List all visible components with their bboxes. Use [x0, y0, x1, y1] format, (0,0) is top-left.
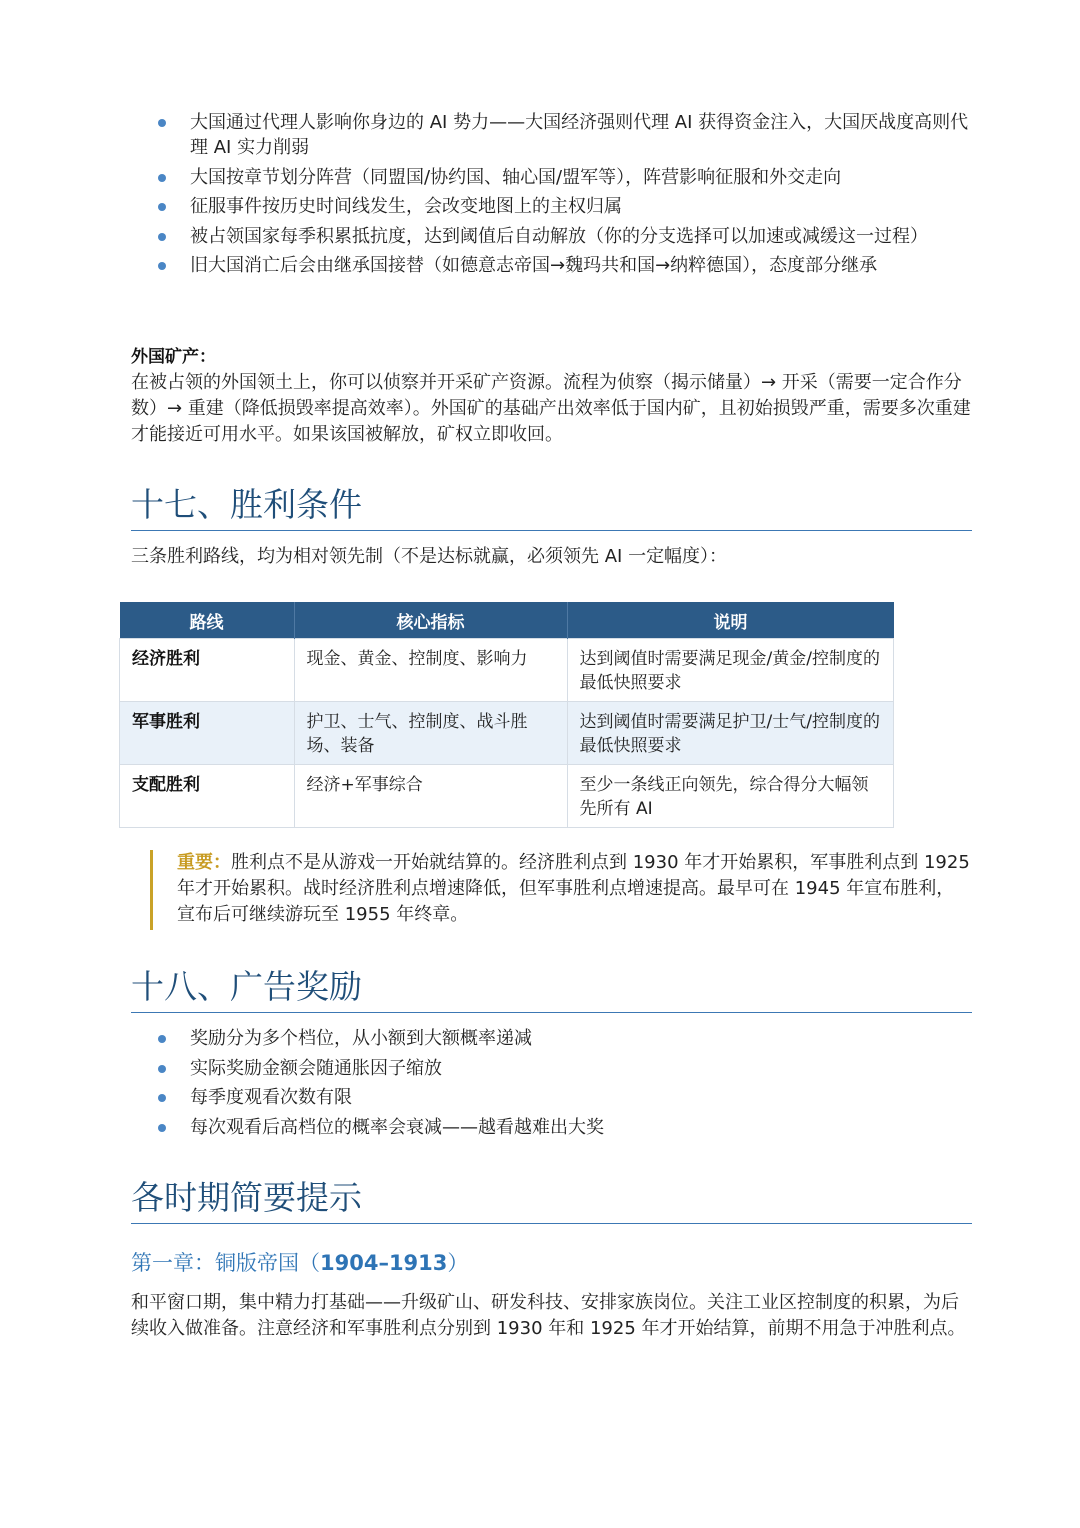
list-item: 旧大国消亡后会由继承国接替（如德意志帝国→魏玛共和国→纳粹德国），态度部分继承: [158, 253, 973, 278]
bullet-icon: [158, 119, 166, 127]
table-header-cell: 核心指标: [294, 602, 567, 639]
list-item: 实际奖励金额会随通胀因子缩放: [158, 1056, 973, 1081]
bullet-icon: [158, 262, 166, 270]
table-cell-route: 经济胜利: [120, 639, 295, 702]
table-header-cell: 路线: [120, 602, 295, 639]
important-callout: [150, 850, 972, 930]
list-item: 大国按章节划分阵营（同盟国/协约国、轴心国/盟军等），阵营影响征服和外交走向: [158, 165, 973, 190]
chapter1-heading: 第一章：铜版帝国（1904–1913）: [131, 1251, 469, 1275]
table-header-row: [120, 602, 894, 639]
bullet-icon: [158, 1094, 166, 1102]
chapter1-paragraph: 和平窗口期，集中精力打基础——升级矿山、研发科技、安排家族岗位。关注工业区控制度的积累，为后续收入做准备。注意经济和军事胜利点分别到 1930 年和 1925 年才开始结算，前期不用急于冲胜利点。: [131, 1292, 966, 1339]
list-item: 每季度观看次数有限: [158, 1085, 973, 1110]
table-cell: 达到阈值时需要满足护卫/士气/控制度的最低快照要求: [567, 702, 893, 765]
influence-bullet-list: [158, 110, 973, 283]
bullet-icon: [158, 1124, 166, 1132]
list-item: 被占领国家每季积累抵抗度，达到阈值后自动解放（你的分支选择可以加速或减缓这一过程）: [158, 224, 973, 249]
victory-table: [119, 602, 894, 828]
table-header-cell: 说明: [567, 602, 893, 639]
table-row: [120, 765, 894, 828]
ad-rewards-bullet-list: [158, 1026, 973, 1144]
section-heading-victory: 十七、胜利条件: [131, 483, 972, 531]
table-cell: 达到阈值时需要满足现金/黄金/控制度的最低快照要求: [567, 639, 893, 702]
section-heading-era-tips: 各时期简要提示: [131, 1176, 972, 1224]
list-item: 征服事件按历史时间线发生，会改变地图上的主权归属: [158, 194, 973, 219]
section-heading-ad-rewards: 十八、广告奖励: [131, 965, 972, 1013]
bullet-icon: [158, 1065, 166, 1073]
bullet-icon: [158, 174, 166, 182]
bullet-icon: [158, 1035, 166, 1043]
list-item: 大国通过代理人影响你身边的 AI 势力——大国经济强则代理 AI 获得资金注入，大国厌战度高则代理 AI 实力削弱: [158, 110, 973, 160]
table-cell: 经济+军事综合: [294, 765, 567, 828]
victory-intro: 三条胜利路线，均为相对领先制（不是达标就赢，必须领先 AI 一定幅度）：: [131, 546, 728, 567]
callout-label: 重要：: [177, 852, 231, 873]
list-item: 奖励分为多个档位，从小额到大额概率递减: [158, 1026, 973, 1051]
table-cell: 现金、黄金、控制度、影响力: [294, 639, 567, 702]
table-cell-route: 军事胜利: [120, 702, 295, 765]
callout-text: 胜利点不是从游戏一开始就结算的。经济胜利点到 1930 年才开始累积，军事胜利点到 1925 年才开始累积。战时经济胜利点增速降低，但军事胜利点增速提高。最早可在 1945 年宣布胜利，宣布后可继续游玩至 1955 年终章。: [177, 852, 970, 925]
table-cell: 护卫、士气、控制度、战斗胜场、装备: [294, 702, 567, 765]
foreign-mines-heading: 外国矿产：: [131, 347, 216, 367]
foreign-mines-paragraph: 在被占领的外国领土上，你可以侦察并开采矿产资源。流程为侦察（揭示储量）→ 开采（需要一定合作分数）→ 重建（降低损毁率提高效率）。外国矿的基础产出效率低于国内矿，且初始损毁严重，需要多次重建才能接近可用水平。如果该国被解放，矿权立即收回。: [131, 372, 971, 445]
table-cell: 至少一条线正向领先，综合得分大幅领先所有 AI: [567, 765, 893, 828]
table-row: [120, 702, 894, 765]
table-cell-route: 支配胜利: [120, 765, 295, 828]
bullet-icon: [158, 203, 166, 211]
bullet-icon: [158, 233, 166, 241]
table-row: [120, 639, 894, 702]
list-item: 每次观看后高档位的概率会衰减——越看越难出大奖: [158, 1115, 973, 1140]
